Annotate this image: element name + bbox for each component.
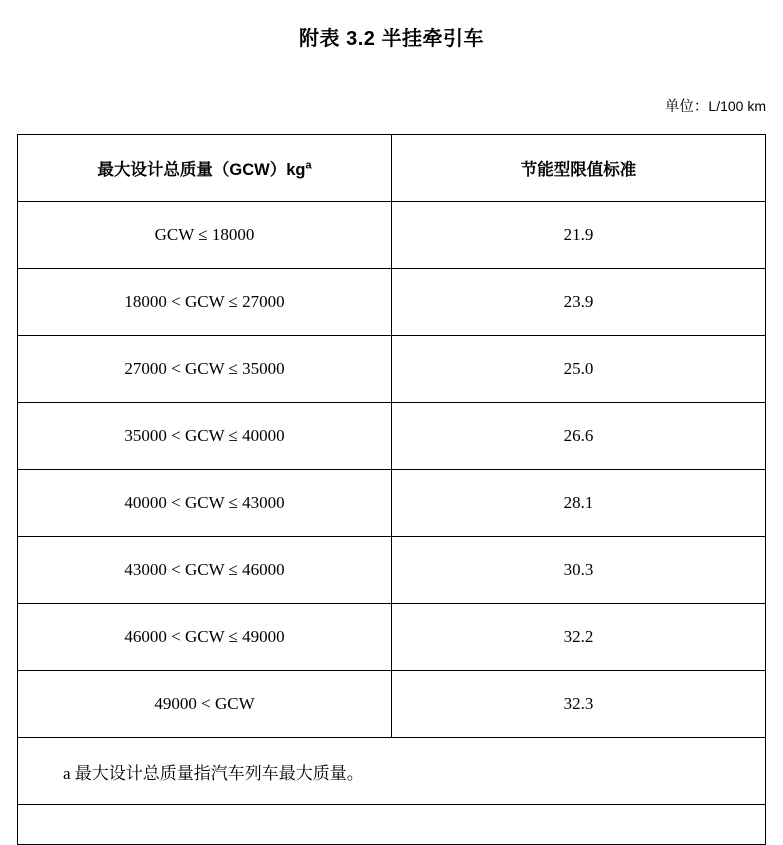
column-header-gcw-superscript: a [305,159,312,172]
cell-gcw-range: GCW ≤ 18000 [18,202,392,269]
cell-limit-value: 21.9 [392,202,766,269]
cell-limit-value: 32.2 [392,604,766,671]
table-footnote-row [18,738,766,805]
cell-gcw-range: 43000 < GCW ≤ 46000 [18,537,392,604]
table-row [18,336,766,403]
table-head [18,135,766,202]
page-title: 附表 3.2 半挂牵引车 [299,28,484,50]
table-row [18,202,766,269]
cell-limit-value: 30.3 [392,537,766,604]
table-row [18,269,766,336]
table-row [18,403,766,470]
cell-gcw-range: 27000 < GCW ≤ 35000 [18,336,392,403]
table-row [18,604,766,671]
cell-gcw-range: 35000 < GCW ≤ 40000 [18,403,392,470]
column-header-gcw-text: 最大设计总质量（GCW）kg [97,161,306,179]
table-trailing-box [17,805,766,845]
table-body [18,202,766,805]
unit-value: L/100 km [708,98,766,114]
table-row [18,671,766,738]
fuel-limit-table [17,134,766,805]
column-header-limit: 节能型限值标准 [392,135,766,202]
unit-label: 单位： [664,99,709,115]
table-row [18,537,766,604]
table-row [18,470,766,537]
table-header-row [18,135,766,202]
column-header-gcw [18,135,392,202]
cell-gcw-range: 49000 < GCW [18,671,392,738]
cell-limit-value: 32.3 [392,671,766,738]
spec-table-wrapper [17,134,766,805]
cell-gcw-range: 18000 < GCW ≤ 27000 [18,269,392,336]
unit-note [0,95,783,116]
cell-limit-value: 28.1 [392,470,766,537]
cell-limit-value: 25.0 [392,336,766,403]
cell-gcw-range: 46000 < GCW ≤ 49000 [18,604,392,671]
cell-gcw-range: 40000 < GCW ≤ 43000 [18,470,392,537]
table-footnote: a 最大设计总质量指汽车列车最大质量。 [18,738,766,805]
cell-limit-value: 23.9 [392,269,766,336]
cell-limit-value: 26.6 [392,403,766,470]
document-page [0,22,783,839]
